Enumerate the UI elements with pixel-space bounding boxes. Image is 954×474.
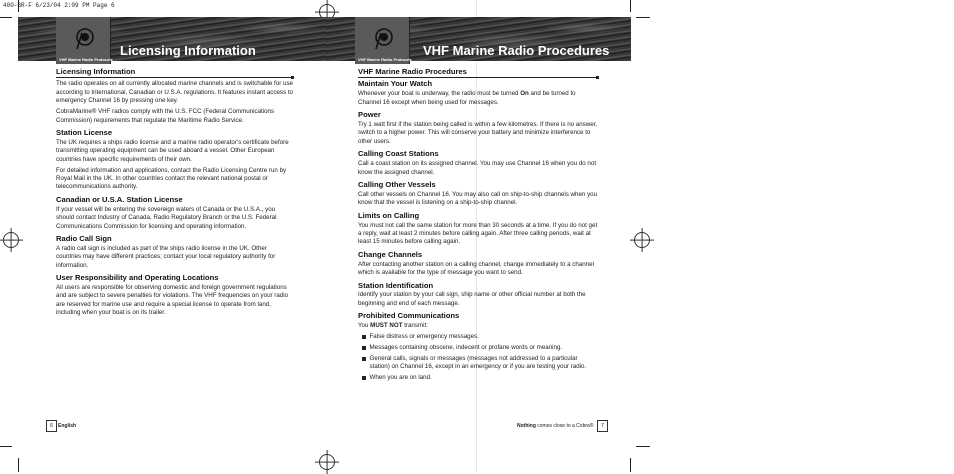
body-paragraph: [358, 90, 598, 107]
body-paragraph: A radio call sign is included as part of the ships radio license in the UK. Other countries may have different practices; contact your local regulatory authority for information.: [56, 244, 276, 269]
body-paragraph: Identify your station by your call sign, ship name or other official number at both the beginning and end of each message.: [358, 291, 586, 307]
right-section-tab: [355, 17, 410, 64]
text-run: and be turned to Channel 16 except when being used for messages.: [358, 90, 576, 106]
list-item: [362, 344, 598, 352]
radio-mic-logo-icon: [73, 23, 95, 53]
left-footer-label: English: [58, 423, 77, 429]
registration-mark-bottom: [319, 454, 335, 470]
list-item-text: General calls, signals or messages (messages not addressed to a particular station) on Channel 16, except in an emergency or if you are testing your radio.: [369, 354, 587, 371]
crop-mark-top-right: [630, 0, 631, 12]
left-column: [56, 68, 293, 320]
right-page-number: 7: [597, 420, 608, 432]
tab-label: VHF Marine Radio Protocols: [59, 57, 113, 62]
right-section-heading: VHF Marine Radio Procedures: [358, 68, 598, 78]
crop-mark-top-left: [18, 0, 19, 12]
body-paragraph: Call a coast station on its assigned channel. You may use Channel 16 when you do not know the assigned channel.: [358, 160, 597, 176]
radio-mic-logo-icon: [372, 23, 394, 53]
list-item-text: Messages containing obscene, indecent or profane words or meaning.: [369, 343, 563, 351]
body-paragraph: You must not call the same station for more than 30 seconds at a time. If you do not get a reply, wait at least 2 minutes before calling again. After three calling periods, wait at least 15 minutes before calling again.: [358, 221, 598, 246]
registration-mark-left: [3, 232, 19, 248]
crop-mark-bottom-right: [630, 458, 631, 472]
tab-label: VHF Marine Radio Protocols: [358, 57, 412, 62]
canada-usa-license-heading: Canadian or U.S.A. Station License: [56, 194, 183, 204]
left-section-tab: [56, 17, 111, 64]
body-paragraph: For detailed information and applications, contact the Radio Licensing Centre run by Royal Mail in the UK. In other countries contact the relevant national postal or telecommunications authority.: [56, 166, 287, 191]
user-responsibility-heading: User Responsibility and Operating Locations: [56, 273, 219, 283]
body-paragraph: The UK requires a ships radio license and a marine radio operator's certificate before transmitting operating equipment can be used aboard a vessel. Other European countries have specific requirements of their own.: [56, 138, 289, 163]
calling-other-vessels-heading: Calling Other Vessels: [358, 179, 436, 189]
left-page-number: 6: [46, 420, 57, 432]
crop-mark-bottom-left: [18, 458, 19, 472]
body-paragraph: After contacting another station on a calling channel, change immediately to a channel which is available for the type of message you want to send.: [358, 260, 594, 277]
intro-paragraph: CobraMarine® VHF radios comply with the U.S. FCC (Federal Communications Commission) requirements that regulate the Maritime Radio Service.: [56, 108, 275, 124]
body-paragraph: If your vessel will be entering the sovereign waters of Canada or the U.S.A., you should contact Industry of Canada, Radio Regulatory Branch or the U.S. Federal Communications Commission for licensing and operating information.: [56, 205, 277, 230]
tagline-text: comes close to a Cobra®: [535, 423, 594, 429]
left-section-heading: Licensing Information: [56, 68, 293, 78]
change-channels-heading: Change Channels: [358, 249, 423, 259]
text-run: You: [358, 322, 371, 330]
bullet-icon: [362, 346, 366, 350]
maintain-watch-heading: Maintain Your Watch: [358, 79, 433, 89]
crop-mark-bottom-right-h: [636, 446, 650, 447]
bullet-icon: [362, 335, 366, 339]
emphasis-text: MUST NOT: [370, 322, 403, 330]
left-page-title: Licensing Information: [120, 43, 256, 58]
calling-coast-stations-heading: Calling Coast Stations: [358, 149, 439, 159]
text-run: Whenever your boat is underway, the radio must be turned: [358, 90, 521, 98]
body-paragraph: [358, 322, 598, 330]
right-footer-tagline: [517, 423, 594, 429]
print-slug: 400-BR-F 6/23/04 2:09 PM Page 6: [3, 2, 115, 9]
limits-on-calling-heading: Limits on Calling: [358, 210, 420, 220]
right-page-title: VHF Marine Radio Procedures: [423, 43, 610, 58]
right-column: [358, 68, 598, 385]
emphasis-text: On: [520, 90, 529, 98]
bullet-icon: [362, 376, 366, 380]
station-identification-heading: Station Identification: [358, 280, 434, 290]
bullet-icon: [362, 357, 366, 361]
radio-call-sign-heading: Radio Call Sign: [56, 233, 112, 243]
list-item-text: When you are on land.: [369, 374, 432, 382]
list-item: [362, 333, 598, 341]
body-paragraph: Try 1 watt first if the station being called is within a few kilometres. If there is no answer, switch to a higher power. This will conserve your battery and minimize interference to other users.: [358, 121, 598, 145]
prohibited-communications-heading: Prohibited Communications: [358, 311, 460, 321]
list-item: [362, 355, 598, 372]
registration-mark-right: [634, 232, 650, 248]
body-paragraph: Call other vessels on Channel 16. You may also call on ship-to-ship channels when you know that the vessel is listening on a ship-to-ship channel.: [358, 190, 598, 207]
crop-mark-bottom-left-h: [0, 446, 12, 447]
tagline-emphasis: Nothing: [517, 423, 536, 429]
list-item: [362, 374, 598, 382]
body-paragraph: All users are responsible for observing domestic and foreign government regulations and are subject to severe penalties for violations. The VHF frequencies on your radio are reserved for marine use and require a special license to operate from land, including when your boat is on its trailer.: [56, 283, 289, 317]
power-heading: Power: [358, 110, 381, 120]
text-run: transmit:: [402, 322, 428, 330]
station-license-heading: Station License: [56, 127, 113, 137]
crop-mark-top-right-h: [636, 17, 650, 18]
list-item-text: False distress or emergency messages.: [369, 333, 479, 341]
intro-paragraph: The radio operates on all currently allocated marine channels and is switchable for use according to International, Canadian or U.S.A. regulations. It features instant access to emergency Channel 16 by pressing one key.: [56, 80, 293, 105]
crop-mark-top-left-h: [0, 17, 12, 18]
